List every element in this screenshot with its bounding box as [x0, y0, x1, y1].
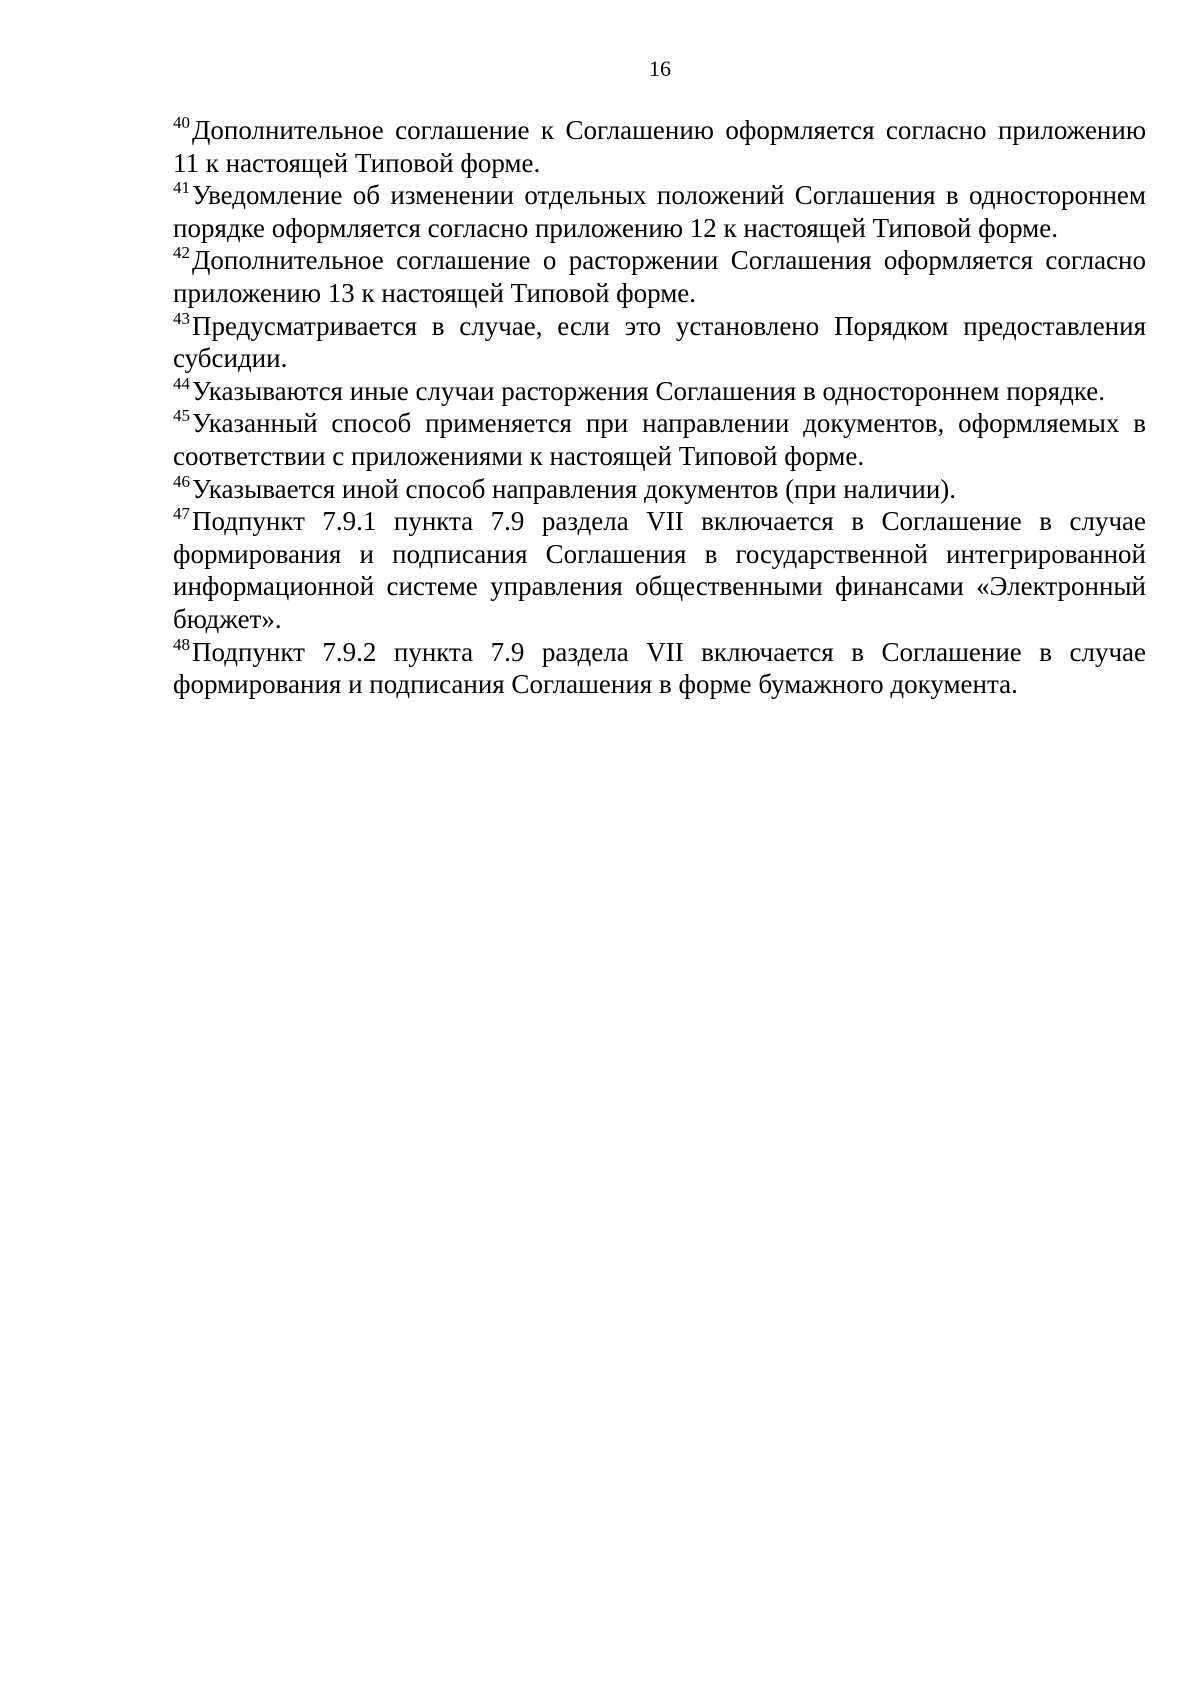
footnote-number: 43 [173, 308, 190, 328]
footnote [173, 310, 1146, 375]
footnote [173, 636, 1146, 701]
footnote-number: 45 [173, 406, 190, 426]
page-number: 16 [649, 56, 671, 81]
footnote-number: 40 [173, 113, 190, 132]
footnote-number: 42 [173, 243, 190, 263]
footnote [173, 505, 1146, 635]
footnote-text: Дополнительное соглашение о расторжении Соглашения оформляется согласно приложению 13 к настоящей Типовой форме. [173, 245, 1146, 308]
footnote-number: 48 [173, 634, 190, 654]
footnote-text: Дополнительное соглашение к Соглашению оформляется согласно приложению 11 к настоящей Типовой форме. [173, 115, 1146, 178]
footnote-text: Подпункт 7.9.2 пункта 7.9 раздела VII включается в Соглашение в случае формирования и подписания Соглашения в форме бумажного документа. [173, 636, 1146, 700]
footnote [173, 244, 1146, 309]
footnote-text: Указанный способ применяется при направлении документов, оформляемых в соответствии с приложениями к настоящей Типовой форме. [173, 408, 1146, 471]
footnotes-list [173, 114, 1146, 701]
footnote-text: Предусматривается в случае, если это установлено Порядком предоставления субсидии. [173, 310, 1146, 374]
footnote-number: 46 [173, 471, 190, 491]
footnote [173, 114, 1146, 179]
footnote-text: Подпункт 7.9.1 пункта 7.9 раздела VII включается в Соглашение в случае формирования и подписания Соглашения в государственной интегрированной информационной системе управления общественными финансами «Электронный бюджет». [173, 506, 1146, 634]
footnote-text: Указываются иные случаи расторжения Соглашения в одностороннем порядке. [192, 375, 1105, 406]
footnote-text: Указывается иной способ направления документов (при наличии). [192, 473, 957, 504]
footnote [173, 375, 1146, 408]
footnote-text: Уведомление об изменении отдельных положений Соглашения в одностороннем порядке оформляется согласно приложению 12 к настоящей Типовой форме. [173, 180, 1146, 243]
footnote [173, 407, 1146, 472]
footnote [173, 179, 1146, 244]
footnote-number: 44 [173, 373, 190, 393]
footnote-number: 41 [173, 178, 190, 198]
footnote [173, 473, 1146, 506]
footnote-number: 47 [173, 504, 190, 524]
